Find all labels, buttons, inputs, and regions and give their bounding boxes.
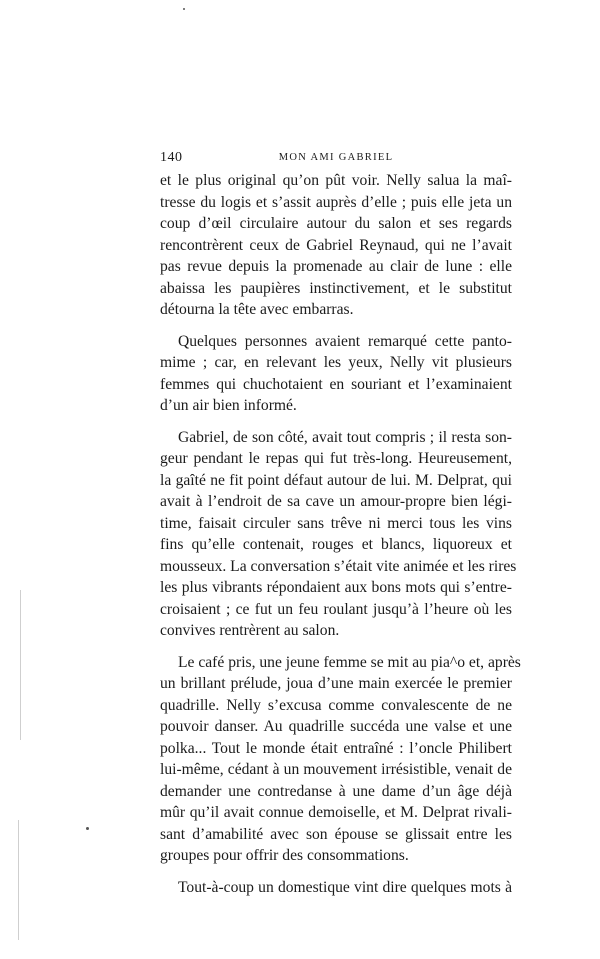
text-line: tresse du logis et s’assit auprès d’elle ; puis elle jeta un	[160, 193, 512, 211]
running-head	[160, 150, 512, 168]
text-line: d’un air bien informé.	[160, 397, 297, 414]
text-line: détourna la tête avec embarras.	[160, 301, 354, 318]
scan-margin-line	[20, 590, 21, 740]
text-line: lui-même, cédant à un mouvement irrésistible, venait de	[160, 761, 512, 778]
running-title: MON AMI GABRIEL	[278, 152, 394, 163]
text-line: pas revue depuis la promenade au clair de lune : elle	[160, 258, 512, 275]
text-line: les plus vibrants répondaient aux bons mots qui s’entre-	[160, 579, 512, 596]
scan-margin-line	[18, 820, 19, 940]
paragraph	[160, 331, 512, 417]
text-line: groupes pour offrir des consommations.	[160, 847, 409, 864]
text-line: avait à l’endroit de sa cave un amour-propre bien légi-	[160, 493, 512, 510]
text-line: geur pendant le repas qui fut très-long. Heureusement,	[160, 450, 512, 467]
text-line: fins qu’elle contenait, rouges et blancs, liquoreux et	[160, 536, 512, 553]
text-line: mousseux. La conversation s’était vite animée et les rires	[160, 557, 517, 575]
page-number: 140	[160, 150, 183, 165]
paragraph	[160, 877, 512, 899]
scan-speck	[183, 8, 185, 10]
text-line: Quelques personnes avaient remarqué cette panto-	[178, 332, 512, 350]
text-line: croisaient ; ce fut un feu roulant jusqu’à l’heure où les	[160, 600, 512, 618]
paragraph	[160, 652, 521, 867]
text-line: sant d’amabilité avec son épouse se glissait entre les	[160, 825, 512, 843]
body-text	[160, 170, 521, 898]
paragraph	[160, 427, 517, 642]
text-line: convives rentrèrent au salon.	[160, 622, 340, 639]
text-line: demander une contredanse à une dame d’un âge déjà	[160, 782, 512, 800]
text-line: coup d’œil circulaire autour du salon et ses regards	[160, 215, 512, 232]
text-line: Tout-à-coup un domestique vint dire quelques mots à	[178, 878, 512, 896]
text-line: mûr qu’il avait connue demoiselle, et M. Delprat rivali-	[160, 804, 512, 821]
text-line: time, faisait circuler sans trêve ni merci tous les vins	[160, 514, 512, 532]
text-line: abaissa les paupières instinctivement, et le substitut	[160, 279, 512, 297]
text-line: quadrille. Nelly s’excusa comme convalescente de ne	[160, 696, 512, 714]
text-line: polka... Tout le monde était entraîné : l’oncle Philibert	[160, 739, 512, 757]
text-line: un brillant prélude, joua d’une main exercée le premier	[160, 675, 512, 692]
text-line: Le café pris, une jeune femme se mit au pia^o et, après	[178, 653, 521, 671]
text-line: femmes qui chuchotaient en souriant et l’examinaient	[160, 375, 512, 393]
text-line: mime ; car, en relevant les yeux, Nelly vit plusieurs	[160, 354, 512, 371]
text-line: rencontrèrent ceux de Gabriel Reynaud, qui ne l’avait	[160, 236, 512, 254]
text-line: Gabriel, de son côté, avait tout compris ; il resta son-	[178, 428, 512, 446]
text-line: et le plus original qu’on pût voir. Nelly salua la maî-	[160, 172, 512, 189]
text-line: la gaîté ne fit point défaut autour de lui. M. Delprat, qui	[160, 471, 512, 489]
scan-speck	[86, 827, 89, 830]
paragraph	[160, 170, 512, 321]
text-line: pouvoir danser. Au quadrille succéda une valse et une	[160, 718, 512, 735]
